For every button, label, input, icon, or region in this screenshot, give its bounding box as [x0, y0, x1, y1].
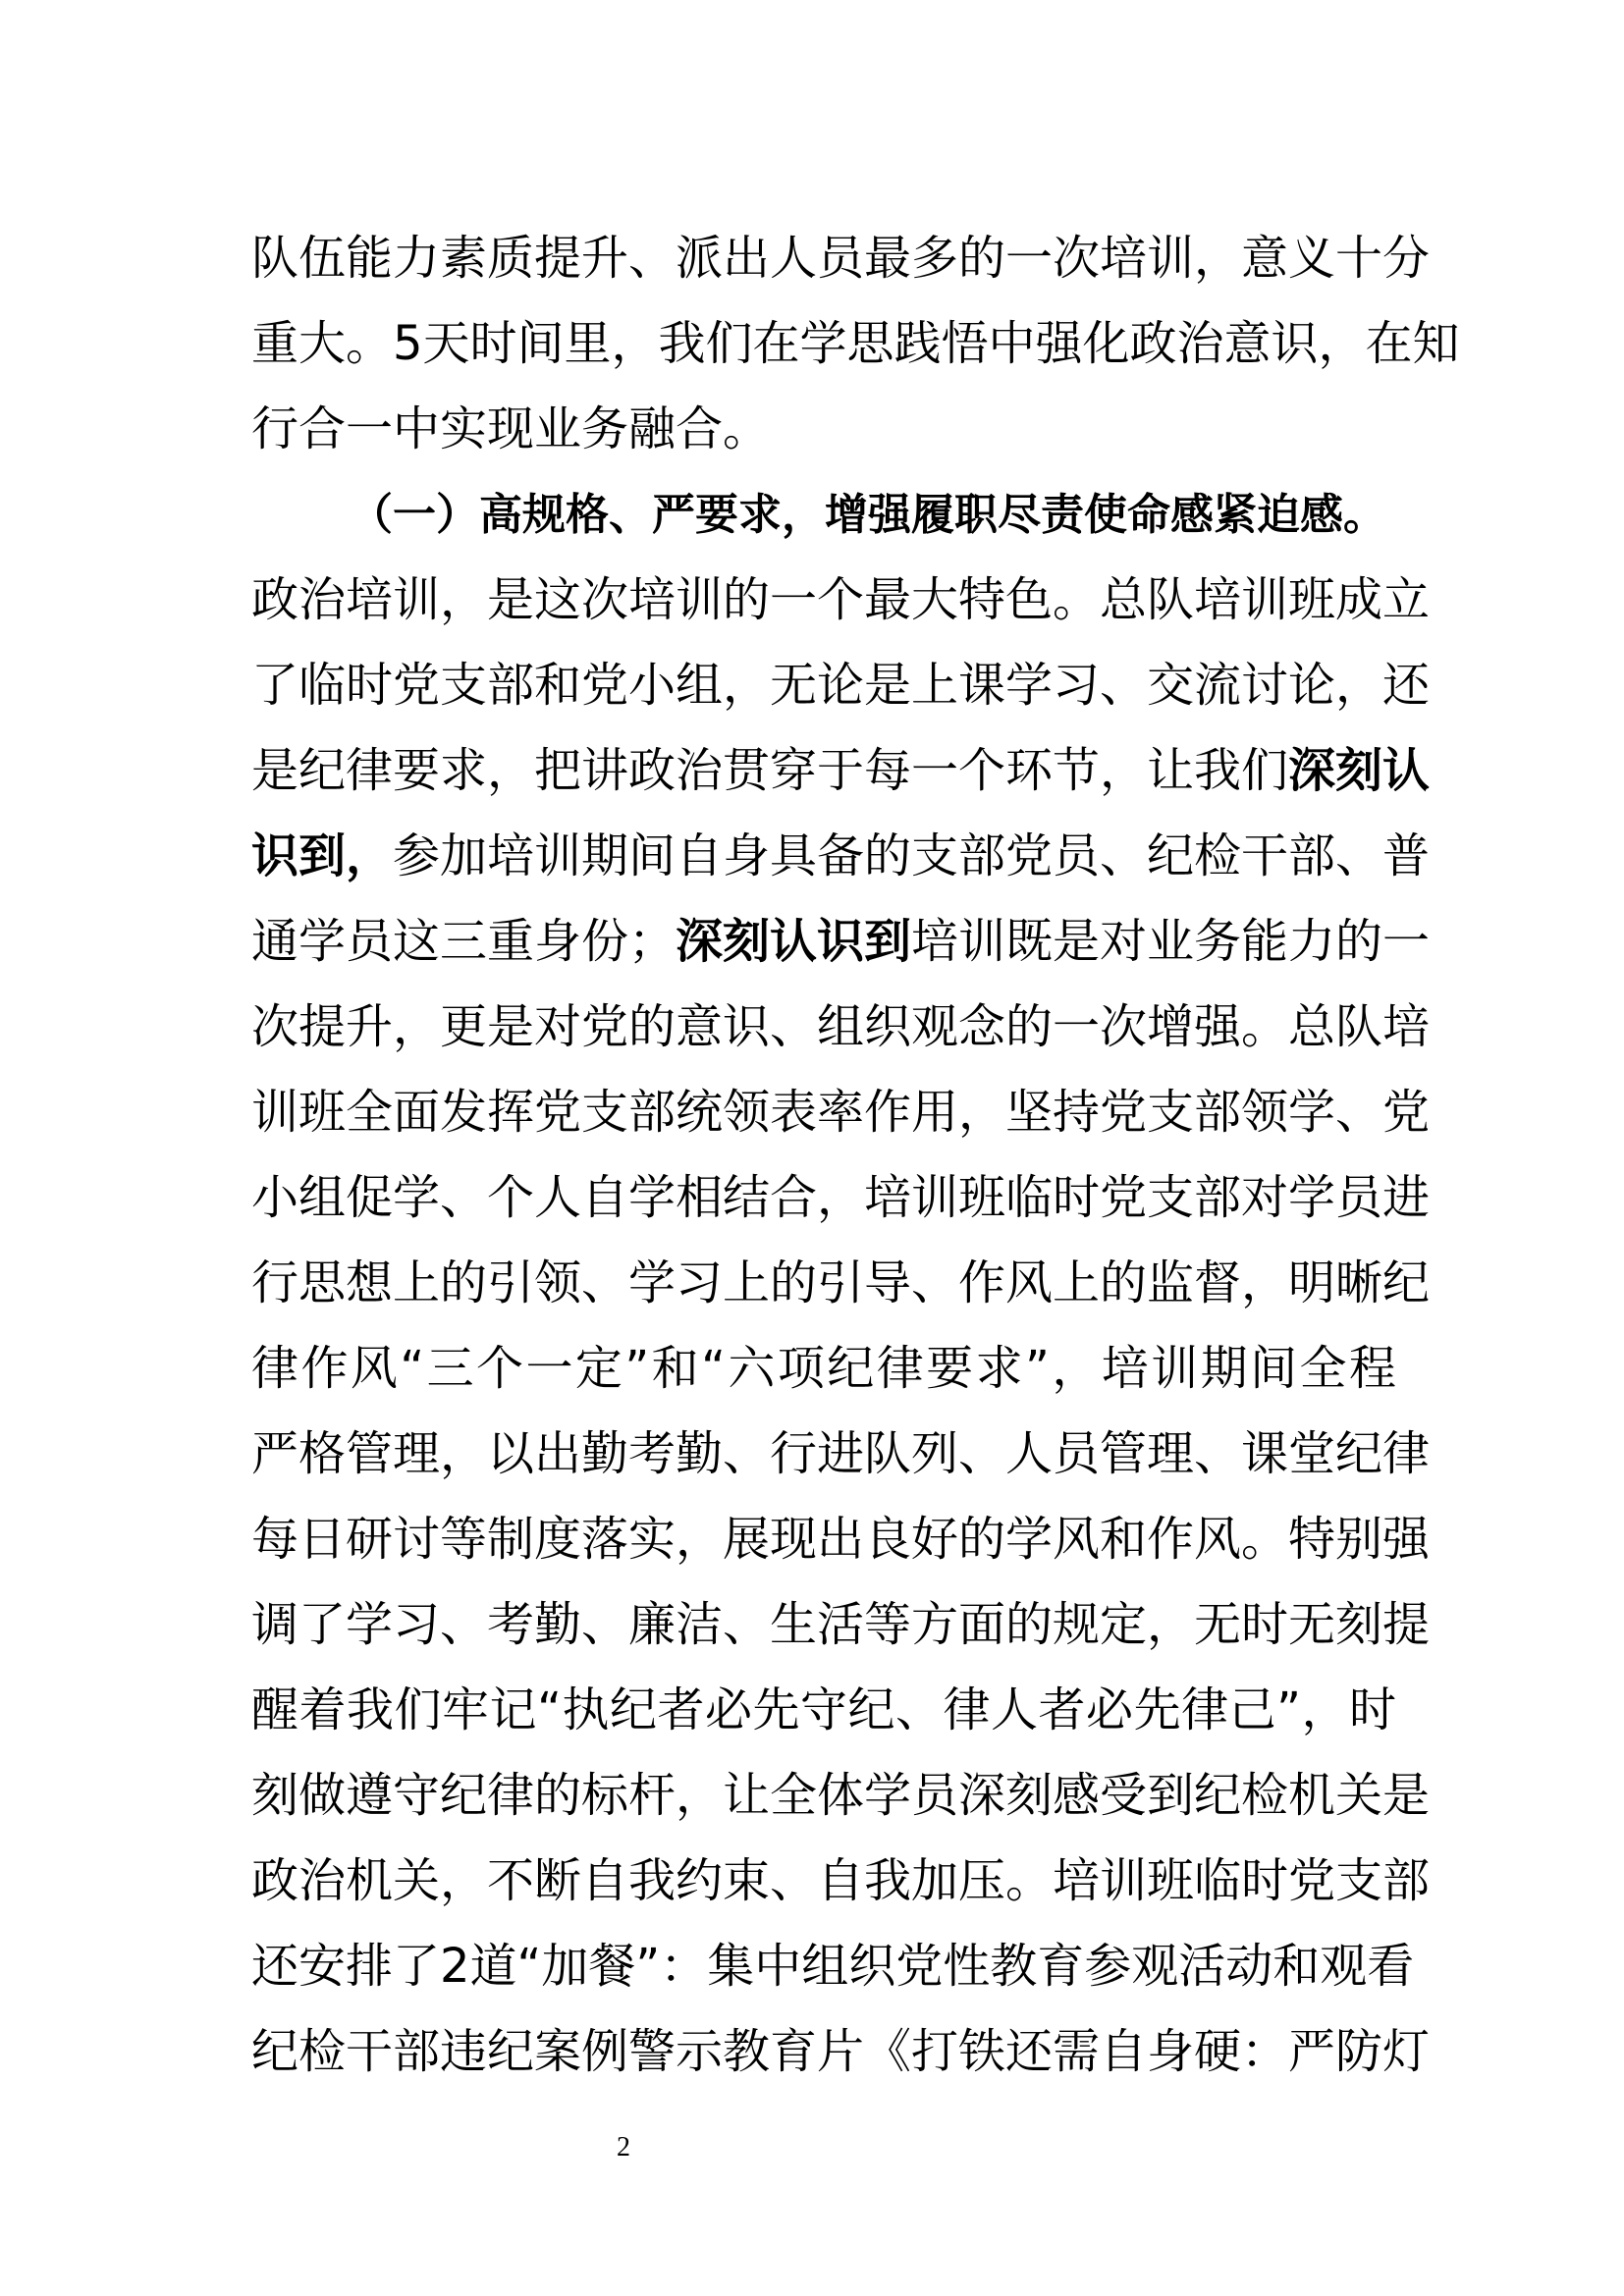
text-run: 醒着我们牢记“执纪者必先守纪、律人者必先律己”，时 [251, 1682, 1396, 1737]
text-run: 是纪律要求，把讲政治贯穿于每一个环节，让我们 [251, 743, 1289, 798]
body-text [251, 216, 1460, 2095]
text-run: 严格管理，以出勤考勤、行进队列、人员管理、课堂纪律 [251, 1426, 1431, 1481]
text-run: 重大。5天时间里，我们在学思践悟中强化政治意识，在知 [251, 316, 1460, 371]
paragraph-line [251, 558, 1431, 643]
text-run: 行合一中实现业务融合。 [251, 401, 771, 456]
paragraph-line [251, 1668, 1396, 1753]
text-run: 小组促学、个人自学相结合，培训班临时党支部对学员进 [251, 1170, 1431, 1225]
heading-text: （一）高规格、严要求，增强履职尽责使命感紧迫感。 [350, 490, 1386, 540]
paragraph-line [251, 1412, 1431, 1497]
text-run: 培训既是对业务能力的一 [911, 914, 1431, 969]
text-run: 每日研讨等制度落实，展现出良好的学风和作风。特别强 [251, 1512, 1431, 1567]
text-run: 通学员这三重身份； [251, 914, 677, 969]
paragraph-line [251, 1753, 1431, 1839]
text-run: 行思想上的引领、学习上的引导、作风上的监督，明晰纪 [251, 1255, 1431, 1310]
paragraph-line [251, 1070, 1431, 1155]
text-run: 次提升，更是对党的意识、组织观念的一次增强。总队培 [251, 999, 1431, 1054]
paragraph-line [251, 1582, 1431, 1668]
paragraph-line [251, 1326, 1396, 1412]
paragraph-line [251, 728, 1431, 814]
text-run: 律作风“三个一定”和“六项纪律要求”，培训期间全程 [251, 1341, 1396, 1396]
paragraph-line [251, 301, 1460, 387]
paragraph-line [251, 1839, 1431, 1924]
paragraph-line [251, 2009, 1431, 2095]
text-run: 政治培训，是这次培训的一个最大特色。总队培训班成立 [251, 572, 1431, 627]
paragraph-line [251, 814, 1431, 899]
paragraph-line [251, 643, 1431, 728]
paragraph-line [251, 387, 1396, 472]
bold-text-run: 深刻认识到 [676, 914, 912, 969]
paragraph-line [251, 1241, 1431, 1326]
bold-text-run: 识到， [251, 828, 394, 883]
section-heading [251, 472, 1396, 558]
text-run: 刻做遵守纪律的标杆，让全体学员深刻感受到纪检机关是 [251, 1768, 1431, 1823]
paragraph-line [251, 216, 1431, 301]
paragraph-line [251, 1924, 1415, 2009]
text-run: 训班全面发挥党支部统领表率作用，坚持党支部领学、党 [251, 1085, 1431, 1140]
text-run: 调了学习、考勤、廉洁、生活等方面的规定，无时无刻提 [251, 1597, 1431, 1652]
paragraph-line [251, 985, 1431, 1070]
paragraph-line [251, 1497, 1431, 1582]
paragraph-line [251, 899, 1431, 985]
text-run: 还安排了2道“加餐”：集中组织党性教育参观活动和观看 [251, 1939, 1415, 1994]
page-number: 2 [617, 2132, 630, 2163]
text-run: 纪检干部违纪案例警示教育片《打铁还需自身硬：严防灯 [251, 2024, 1431, 2079]
bold-text-run: 深刻认 [1288, 743, 1431, 798]
text-run: 政治机关，不断自我约束、自我加压。培训班临时党支部 [251, 1853, 1431, 1908]
paragraph-line [251, 1155, 1431, 1241]
text-run: 参加培训期间自身具备的支部党员、纪检干部、普 [393, 828, 1431, 883]
text-run: 队伍能力素质提升、派出人员最多的一次培训，意义十分 [251, 231, 1431, 286]
text-run: 了临时党支部和党小组，无论是上课学习、交流讨论，还 [251, 658, 1431, 713]
